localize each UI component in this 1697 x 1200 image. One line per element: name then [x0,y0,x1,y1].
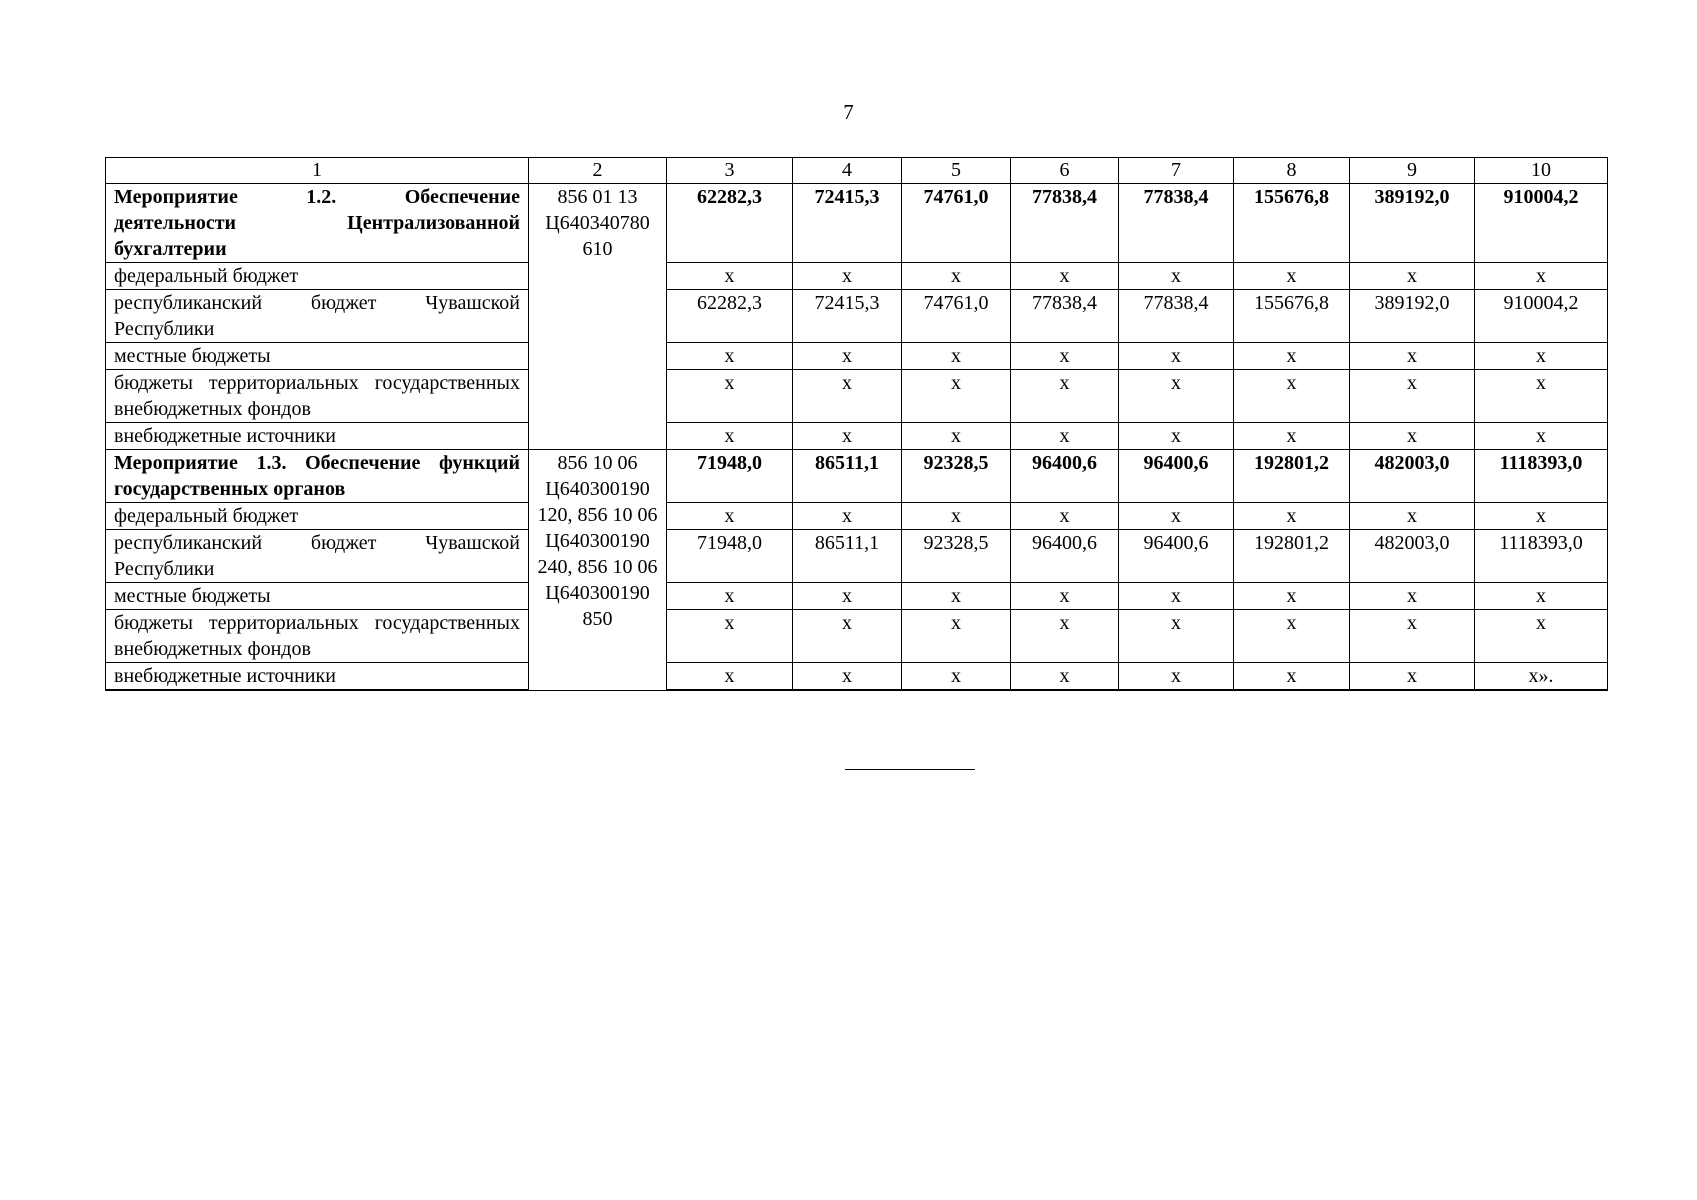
value-cell: x [1350,663,1475,691]
total-value: 62282,3 [667,184,793,263]
column-number-row [106,158,1608,184]
total-value: 96400,6 [1011,450,1119,503]
value-cell: x [1234,343,1350,370]
value-cell: x [793,263,902,290]
total-value: 389192,0 [1350,184,1475,263]
value-cell: x [1119,423,1234,450]
value-cell: x [1119,583,1234,610]
value-cell: x [902,663,1011,691]
value-cell: x [1011,583,1119,610]
value-cell: 62282,3 [667,290,793,343]
value-cell: 92328,5 [902,530,1011,583]
value-cell: x [1011,663,1119,691]
value-cell: x [1234,423,1350,450]
value-cell: x [1119,370,1234,423]
value-cell: x [1011,503,1119,530]
column-number: 2 [529,158,667,184]
measure-title: Мероприятие 1.3. Обеспечение функций государственных органов [106,450,529,503]
measure-row [106,184,1608,263]
value-cell: 86511,1 [793,530,902,583]
value-cell: x [902,423,1011,450]
value-cell: x [1350,583,1475,610]
value-cell: x [1119,610,1234,663]
value-cell: 482003,0 [1350,530,1475,583]
value-cell: 74761,0 [902,290,1011,343]
column-number: 10 [1475,158,1608,184]
measure-title: Мероприятие 1.2. Обеспечение деятельности Централизованной бухгалтерии [106,184,529,263]
value-cell: 389192,0 [1350,290,1475,343]
value-cell: x [1475,370,1608,423]
value-cell: x [667,663,793,691]
value-cell: x». [1475,663,1608,691]
value-cell: x [1234,610,1350,663]
value-cell: x [1011,423,1119,450]
value-cell: 96400,6 [1011,530,1119,583]
value-cell: x [1011,370,1119,423]
funding-source-row [106,663,1608,691]
funding-source-label: местные бюджеты [106,583,529,610]
value-cell: x [793,610,902,663]
value-cell: x [1475,423,1608,450]
total-value: 74761,0 [902,184,1011,263]
funding-source-label: федеральный бюджет [106,503,529,530]
funding-source-label: бюджеты территориальных государственных внебюджетных фондов [106,370,529,423]
value-cell: x [902,370,1011,423]
measure-row [106,450,1608,503]
value-cell: x [667,583,793,610]
value-cell: 155676,8 [1234,290,1350,343]
column-number: 8 [1234,158,1350,184]
value-cell: x [1234,663,1350,691]
value-cell: x [793,343,902,370]
total-value: 1118393,0 [1475,450,1608,503]
value-cell: x [793,423,902,450]
value-cell: x [793,583,902,610]
funding-source-row [106,503,1608,530]
value-cell: x [1350,343,1475,370]
funding-source-row [106,290,1608,343]
value-cell: 72415,3 [793,290,902,343]
value-cell: x [1350,610,1475,663]
value-cell: x [1011,610,1119,663]
value-cell: x [1475,610,1608,663]
funding-source-label: внебюджетные источники [106,663,529,691]
column-number: 9 [1350,158,1475,184]
funding-source-row [106,370,1608,423]
value-cell: x [902,263,1011,290]
budget-classification-code: 856 10 06 Ц640300190 120, 856 10 06 Ц640300190 240, 856 10 06 Ц640300190 850 [529,450,667,691]
funding-source-row [106,610,1608,663]
total-value: 910004,2 [1475,184,1608,263]
value-cell: x [1119,503,1234,530]
value-cell: 71948,0 [667,530,793,583]
budget-classification-code: 856 01 13 Ц640340780 610 [529,184,667,450]
total-value: 92328,5 [902,450,1011,503]
value-cell: x [667,370,793,423]
value-cell: 910004,2 [1475,290,1608,343]
value-cell: x [1350,503,1475,530]
value-cell: x [1350,423,1475,450]
value-cell: x [1119,263,1234,290]
value-cell: x [1350,370,1475,423]
funding-source-label: федеральный бюджет [106,263,529,290]
budget-table [105,157,1608,691]
value-cell: x [1350,263,1475,290]
value-cell: x [667,263,793,290]
value-cell: x [1475,503,1608,530]
value-cell: x [1234,263,1350,290]
value-cell: x [1475,583,1608,610]
funding-source-row [106,583,1608,610]
value-cell: 1118393,0 [1475,530,1608,583]
funding-source-row [106,343,1608,370]
value-cell: x [667,503,793,530]
value-cell: x [1011,343,1119,370]
funding-source-row [106,263,1608,290]
column-number: 7 [1119,158,1234,184]
funding-source-label: бюджеты территориальных государственных внебюджетных фондов [106,610,529,663]
value-cell: x [793,663,902,691]
total-value: 482003,0 [1350,450,1475,503]
total-value: 71948,0 [667,450,793,503]
value-cell: x [902,503,1011,530]
funding-source-label: республиканский бюджет Чувашской Республики [106,290,529,343]
value-cell: x [1475,343,1608,370]
value-cell: x [1475,263,1608,290]
value-cell: x [1234,583,1350,610]
column-number: 1 [106,158,529,184]
funding-source-row [106,423,1608,450]
total-value: 77838,4 [1119,184,1234,263]
value-cell: x [1011,263,1119,290]
value-cell: x [667,343,793,370]
value-cell: x [793,503,902,530]
value-cell: x [1234,370,1350,423]
value-cell: 77838,4 [1011,290,1119,343]
value-cell: x [1234,503,1350,530]
value-cell: x [1119,343,1234,370]
funding-source-label: местные бюджеты [106,343,529,370]
page-number: 7 [843,100,854,124]
end-of-document-rule [845,769,975,770]
total-value: 192801,2 [1234,450,1350,503]
value-cell: x [902,343,1011,370]
value-cell: 96400,6 [1119,530,1234,583]
column-number: 3 [667,158,793,184]
value-cell: x [902,610,1011,663]
value-cell: 77838,4 [1119,290,1234,343]
total-value: 77838,4 [1011,184,1119,263]
total-value: 72415,3 [793,184,902,263]
funding-source-label: республиканский бюджет Чувашской Республики [106,530,529,583]
value-cell: x [667,423,793,450]
value-cell: x [1119,663,1234,691]
value-cell: 192801,2 [1234,530,1350,583]
funding-source-row [106,530,1608,583]
total-value: 86511,1 [793,450,902,503]
value-cell: x [667,610,793,663]
column-number: 4 [793,158,902,184]
total-value: 96400,6 [1119,450,1234,503]
value-cell: x [902,583,1011,610]
value-cell: x [793,370,902,423]
column-number: 5 [902,158,1011,184]
column-number: 6 [1011,158,1119,184]
funding-source-label: внебюджетные источники [106,423,529,450]
total-value: 155676,8 [1234,184,1350,263]
